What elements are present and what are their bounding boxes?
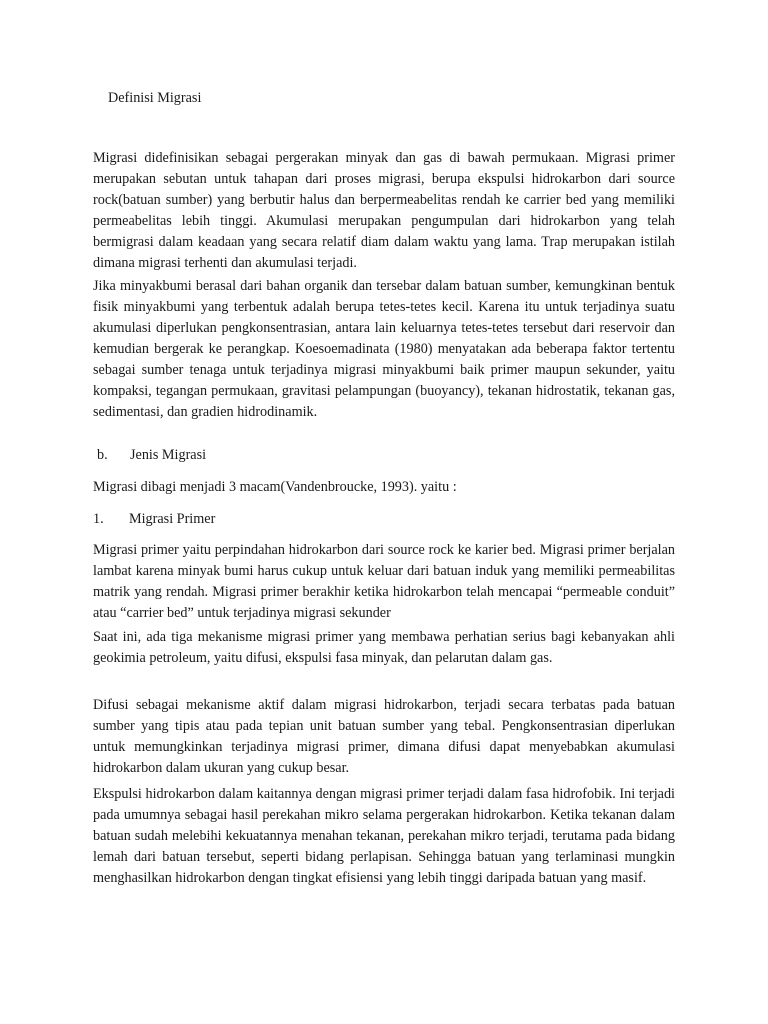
section-marker: 1. xyxy=(93,511,104,527)
paragraph-diffusion: Difusi sebagai mekanisme aktif dalam migrasi hidrokarbon, terjadi secara terbatas pada batuan sumber yang tipis atau pada tepian unit batuan sumber yang tebal. Pengkonsentrasian diperlukan untuk memungkinkan terjadinya migrasi primer, dimana difusi dapat menyebabkan akumulasi hidrokarbon dalam ukuran yang cukup besar. xyxy=(93,697,675,776)
paragraph-primary-mechanisms: Saat ini, ada tiga mekanisme migrasi primer yang membawa perhatian serius bagi kebanyakan ahli geokimia petroleum, yaitu difusi, ekspulsi fasa minyak, dan pelarutan dalam gas. xyxy=(93,629,675,666)
section-marker: b. xyxy=(97,447,108,463)
section-heading-migrasi-primer xyxy=(93,509,215,530)
paragraph-primary-migration: Migrasi primer yaitu perpindahan hidrokarbon dari source rock ke karier bed. Migrasi primer berjalan lambat karena minyak bumi harus cukup untuk keluar dari batuan induk yang memiliki permeabilitas matrik yang rendah. Migrasi primer berakhir ketika hidrokarbon telah mencapai “permeable conduit” atau “carrier bed” untuk terjadinya migrasi sekunder xyxy=(93,542,675,621)
section-heading-jenis-migrasi xyxy=(93,445,206,466)
paragraph-migration-factors: Jika minyakbumi berasal dari bahan organik dan tersebar dalam batuan sumber, kemungkinan bentuk fisik minyakbumi yang terbentuk adalah berupa tetes-tetes kecil. Karena itu untuk terjadinya suatu akumulasi diperlukan pengkonsentrasian, antara lain keluarnya tetes-tetes tersebut dari reservoir dan kemudian bergerak ke perangkap. Koesoemadinata (1980) menyatakan ada beberapa faktor tertentu sebagai sumber tenaga untuk terjadinya migrasi minyakbumi baik primer maupun sekunder, yaitu kompaksi, tegangan permukaan, gravitasi pelampungan (buoyancy), tekanan hidrostatik, tekanan gas, sedimentasi, dan gradien hidrodinamik. xyxy=(93,278,675,420)
paragraph-migration-types: Migrasi dibagi menjadi 3 macam(Vandenbroucke, 1993). yaitu : xyxy=(93,479,457,495)
paragraph-expulsion: Ekspulsi hidrokarbon dalam kaitannya dengan migrasi primer terjadi dalam fasa hidrofobik. Ini terjadi pada umumnya sebagai hasil perekahan mikro selama pergerakan hidrokarbon. Ketika tekanan dalam batuan sudah melebihi kekuatannya menahan tekanan, perekahan mikro terjadi, terutama pada bidang lemah dari batuan tersebut, seperti bidang perlapisan. Sehingga batuan yang terlaminasi mungkin menghasilkan hidrokarbon dengan tingkat efisiensi yang lebih tinggi daripada batuan yang masif. xyxy=(93,786,675,886)
paragraph-migration-definition: Migrasi didefinisikan sebagai pergerakan minyak dan gas di bawah permukaan. Migrasi primer merupakan sebutan untuk tahapan dari proses migrasi, berupa ekspulsi hidrokarbon dari source rock(batuan sumber) yang berbutir halus dan berpermeabelitas rendah ke carrier bed yang memiliki permeabelitas lebih tinggi. Akumulasi merupakan pengumpulan dari hidrokarbon yang telah bermigrasi dalam keadaan yang secara relatif diam dalam waktu yang lama. Trap merupakan istilah dimana migrasi terhenti dan akumulasi terjadi. xyxy=(93,150,675,271)
section-title: Migrasi Primer xyxy=(129,511,216,527)
section-title: Jenis Migrasi xyxy=(130,447,207,463)
document-title: Definisi Migrasi xyxy=(108,90,202,106)
